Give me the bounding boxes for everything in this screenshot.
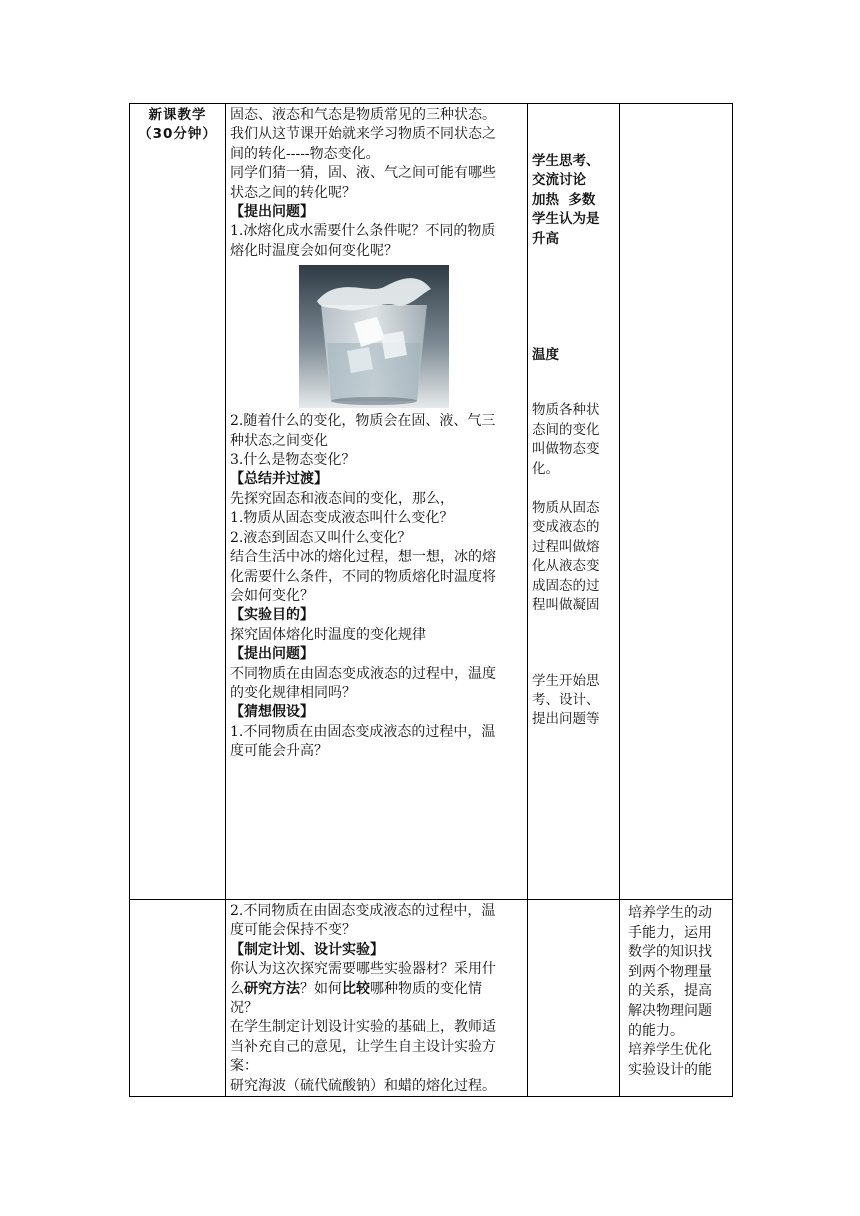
- text-run: 案：: [230, 1058, 258, 1075]
- text-line: 2.随着什么的变化，物质会在固、液、气三: [230, 413, 496, 430]
- student-line: 过程叫做熔: [532, 538, 600, 555]
- text-line: 【提出问题】: [230, 646, 314, 663]
- student-line: 态间的变化: [532, 421, 600, 438]
- text-line: [230, 1038, 523, 1057]
- text-run: 哪种物质的变化情: [370, 980, 482, 997]
- lesson-plan-table: [129, 103, 733, 1097]
- text-line: 1.物质从固态变成液态叫什么变化？: [230, 510, 454, 527]
- intent-line: 解决物理问题: [628, 1002, 712, 1019]
- text-run: 度可能会保持不变？: [230, 922, 356, 939]
- text-line: 探究固体熔化时温度的变化规律: [230, 626, 426, 643]
- text-line: 【实验目的】: [230, 607, 314, 624]
- student-line: 提出问题等: [532, 711, 600, 728]
- design-intent-cell: [620, 900, 733, 1097]
- text-line: 【总结并过渡】: [230, 471, 328, 488]
- text-line: 1.不同物质在由固态变成液态的过程中，温: [230, 723, 496, 740]
- student-response-block: [532, 152, 615, 249]
- table-row: [130, 104, 733, 900]
- text-line: 的变化规律相同吗？: [230, 684, 356, 701]
- teacher-text-block: [230, 902, 523, 1096]
- student-activity-cell: [528, 104, 620, 900]
- intent-line: 的能力。: [628, 1022, 684, 1039]
- student-line: 学生开始思: [532, 672, 600, 689]
- text-line: 度可能会升高？: [230, 743, 328, 760]
- student-line: 变成液态的: [532, 519, 600, 536]
- intent-line: 到两个物理量: [628, 963, 712, 980]
- student-line: 叫做物态变: [532, 441, 600, 458]
- student-line: 物质各种状: [532, 402, 600, 419]
- emphasis-text: 【制定计划、设计实验】: [230, 941, 384, 958]
- intent-line: 手能力，运用: [628, 924, 712, 941]
- text-line: 1.冰熔化成水需要什么条件呢？不同的物质: [230, 223, 496, 240]
- student-response-block: [532, 672, 615, 730]
- intent-line: 培养学生的动: [628, 905, 712, 921]
- student-line: 考、设计、: [532, 691, 600, 708]
- glass-of-water-with-ice-icon: [299, 265, 449, 408]
- stage-name: 新课教学: [148, 107, 207, 123]
- text-line: [230, 941, 523, 960]
- student-line: 升高: [532, 230, 559, 247]
- text-line: 熔化时温度会如何变化呢？: [230, 242, 398, 259]
- intent-line: 数学的知识找: [628, 944, 712, 961]
- text-line: [230, 960, 523, 979]
- student-line: 加热 多数: [532, 191, 596, 208]
- stage-cell: [130, 104, 226, 900]
- text-line: 【猜想假设】: [230, 704, 314, 721]
- text-run: 2.不同物质在由固态变成液态的过程中，温: [230, 903, 496, 919]
- intent-line: 实验设计的能: [628, 1061, 712, 1078]
- intent-line: 的关系，提高: [628, 983, 712, 1000]
- teacher-text-block: [230, 412, 523, 761]
- design-intent-text: [624, 902, 728, 1080]
- stage-cell-empty: [130, 900, 226, 1097]
- text-run: 当补充自己的意见，让学生自主设计实验方: [230, 1038, 496, 1055]
- table-row: [130, 900, 733, 1097]
- text-line: 3.什么是物态变化？: [230, 452, 356, 469]
- stage-duration: （30分钟）: [138, 126, 217, 143]
- teacher-text-block: [230, 106, 523, 261]
- text-run: ？如何: [300, 980, 342, 997]
- teacher-activity-cell: [226, 900, 528, 1097]
- text-line: 不同物质在由固态变成液态的过程中，温度: [230, 665, 496, 682]
- text-line: [230, 921, 523, 940]
- text-line: [230, 902, 523, 921]
- text-run: 么: [230, 980, 244, 997]
- text-line: [230, 1057, 523, 1076]
- student-response-block: [532, 401, 615, 479]
- student-line: 温度: [532, 347, 559, 364]
- text-line: 同学们猜一猜，固、液、气之间可能有哪些: [230, 165, 496, 182]
- text-line: 固态、液态和气态是物质常见的三种状态。: [230, 107, 496, 123]
- text-line: 【提出问题】: [230, 204, 314, 221]
- student-line: 化从液态变: [532, 558, 600, 575]
- text-line: 结合生活中冰的熔化过程，想一想，冰的熔: [230, 549, 496, 566]
- student-response-block: [532, 499, 615, 615]
- text-line: 状态之间的转化呢？: [230, 184, 356, 201]
- student-line: 学生认为是: [532, 211, 600, 228]
- text-run: 研究海波（硫代硫酸钠）和蜡的熔化过程。: [230, 1077, 496, 1094]
- text-line: 间的转化-----物态变化。: [230, 145, 380, 162]
- text-line: 2.液态到固态又叫什么变化？: [230, 529, 412, 546]
- student-response-block: [532, 346, 615, 365]
- student-line: 化。: [532, 460, 559, 477]
- student-line: 成固态的过: [532, 577, 600, 594]
- emphasis-text: 比较: [342, 980, 370, 997]
- text-line: 我们从这节课开始就来学习物质不同状态之: [230, 126, 496, 143]
- text-line: 化需要什么条件，不同的物质熔化时温度将: [230, 568, 496, 585]
- text-line: [230, 999, 523, 1018]
- text-run: 况？: [230, 1000, 258, 1017]
- text-line: 先探究固态和液态间的变化，那么，: [230, 490, 454, 507]
- student-line: 交流讨论: [532, 172, 586, 189]
- text-run: 你认为这次探究需要哪些实验器材？采用什: [230, 961, 496, 978]
- student-activity-cell: [528, 900, 620, 1097]
- student-line: 程叫做凝固: [532, 597, 600, 614]
- teacher-activity-cell: [226, 104, 528, 900]
- text-line: 会如何变化？: [230, 587, 314, 604]
- student-line: 学生思考、: [532, 153, 600, 169]
- text-run: 在学生制定计划设计实验的基础上，教师适: [230, 1019, 496, 1036]
- design-intent-cell: [620, 104, 733, 900]
- emphasis-text: 研究方法: [244, 980, 300, 997]
- text-line: 种状态之间变化: [230, 432, 328, 449]
- intent-line: 培养学生优化: [628, 1042, 712, 1059]
- text-line: [230, 1077, 523, 1096]
- text-line: [230, 1018, 523, 1037]
- text-line: [230, 980, 523, 999]
- student-line: 物质从固态: [532, 500, 600, 517]
